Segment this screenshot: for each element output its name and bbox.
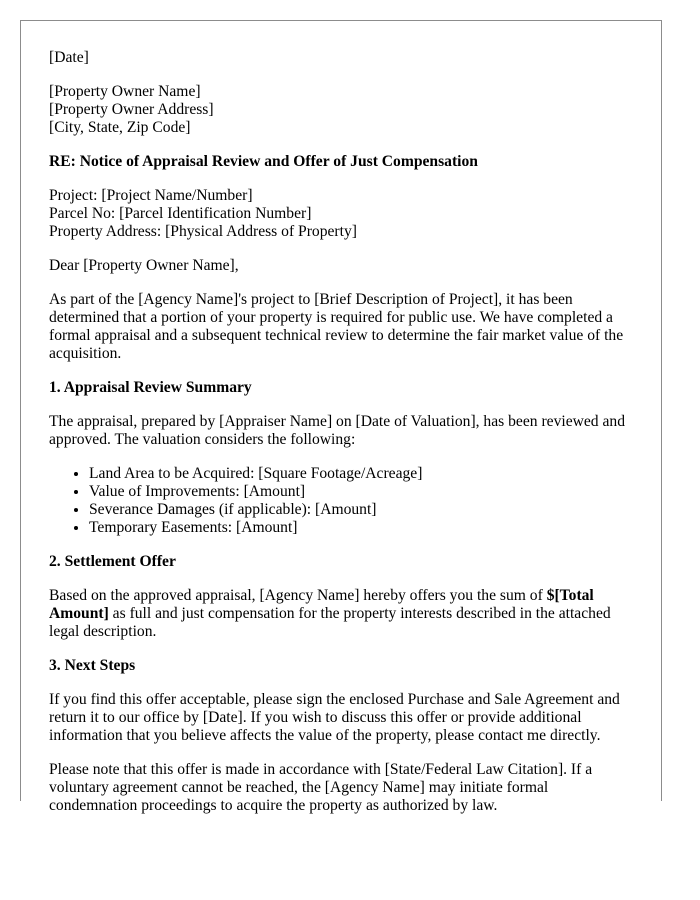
- property-address-line: Property Address: [Physical Address of Property]: [49, 223, 357, 240]
- valuation-item-severance: • Severance Damages (if applicable): [Amount]: [89, 501, 634, 519]
- recipient-address: [Property Owner Address]: [49, 101, 214, 118]
- letter-page: [20, 20, 662, 814]
- offer-amount: $[Total Amount]: [49, 587, 594, 622]
- offer-text-before: Based on the approved appraisal, [Agency Name] hereby offers you the sum of: [49, 587, 547, 604]
- subject-line: RE: Notice of Appraisal Review and Offer of Just Compensation: [49, 153, 478, 170]
- valuation-item-land-area: • Land Area to be Acquired: [Square Footage/Acreage]: [89, 465, 634, 483]
- salutation: Dear [Property Owner Name],: [49, 257, 239, 274]
- valuation-item-easements: • Temporary Easements: [Amount]: [89, 519, 634, 537]
- intro-paragraph: As part of the [Agency Name]'s project to [Brief Description of Project], it has been determined that a portion of your property is required for public use. We have completed a formal appraisal and a subsequent technical review to determine the fair market value of the acquisition.: [49, 291, 624, 362]
- recipient-city-state-zip: [City, State, Zip Code]: [49, 119, 191, 136]
- project-info-block: [49, 187, 634, 241]
- section2-heading: 2. Settlement Offer: [49, 553, 176, 570]
- recipient-block: [49, 83, 634, 137]
- valuation-list: [49, 465, 634, 537]
- project-line: Project: [Project Name/Number]: [49, 187, 253, 204]
- section1-body: The appraisal, prepared by [Appraiser Name] on [Date of Valuation], has been reviewed and approved. The valuation considers the following:: [49, 413, 626, 448]
- offer-text-after: as full and just compensation for the property interests described in the attached legal description.: [49, 605, 611, 640]
- letter-content: [49, 49, 634, 831]
- section2-body: [49, 587, 634, 641]
- section1-heading: 1. Appraisal Review Summary: [49, 379, 252, 396]
- valuation-item-improvements: • Value of Improvements: [Amount]: [89, 483, 634, 501]
- parcel-line: Parcel No: [Parcel Identification Number]: [49, 205, 312, 222]
- recipient-name: [Property Owner Name]: [49, 83, 201, 100]
- legal-note: Please note that this offer is made in accordance with [State/Federal Law Citation]. If a voluntary agreement cannot be reached, the [Agency Name] may initiate formal condemnation proceedings to acquire the property as authorized by law.: [49, 761, 593, 814]
- section3-heading: 3. Next Steps: [49, 657, 136, 674]
- section3-body: If you find this offer acceptable, please sign the enclosed Purchase and Sale Agreement and return it to our office by [Date]. If you wish to discuss this offer or provide additional information that you believe affects the value of the property, please contact me directly.: [49, 691, 620, 744]
- letter-date: [Date]: [49, 49, 89, 66]
